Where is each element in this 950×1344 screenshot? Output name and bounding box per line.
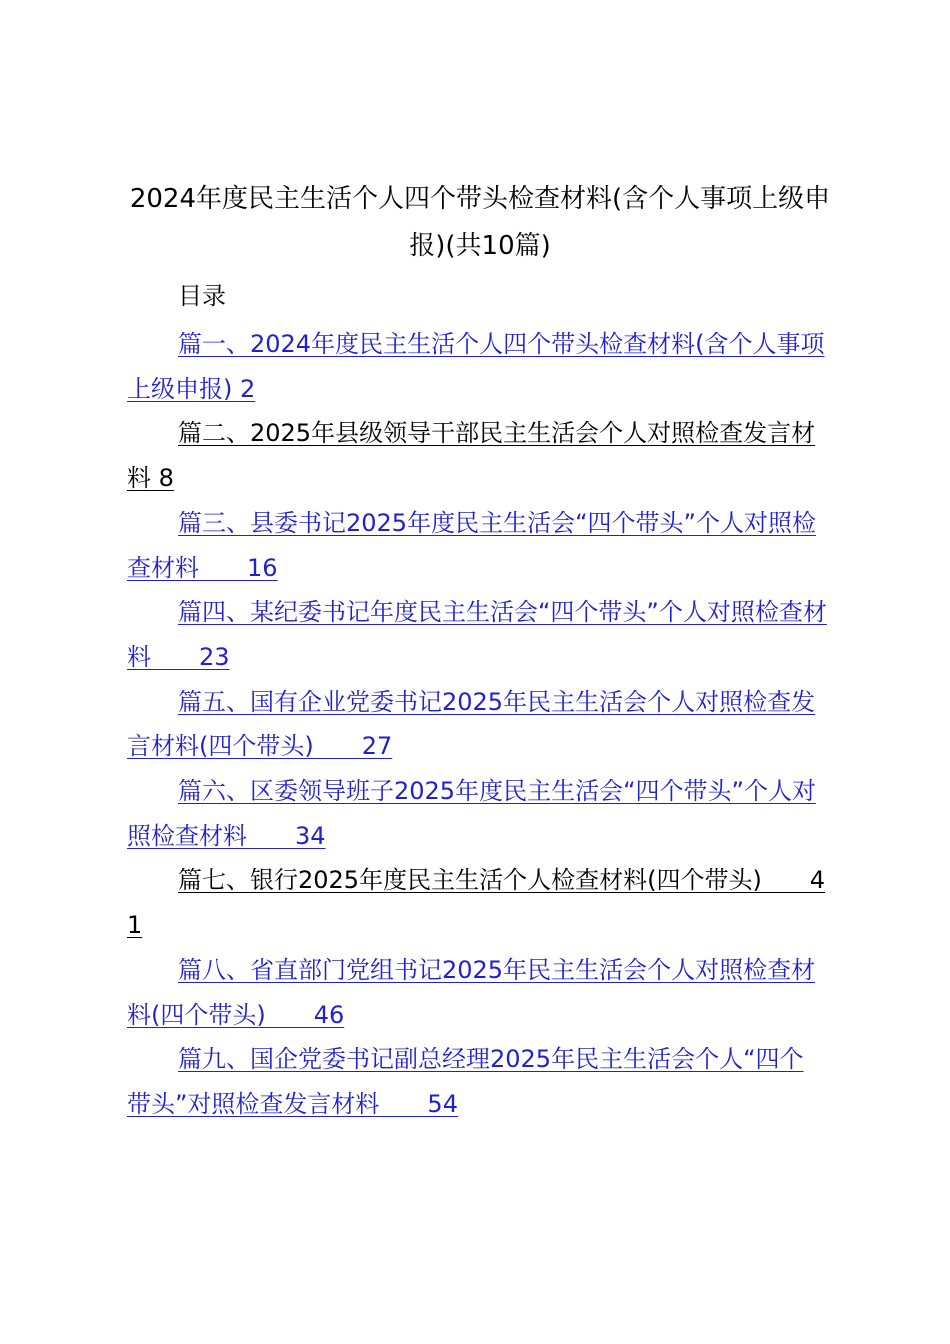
toc-item-3[interactable]: 篇三、县委书记2025年度民主生活会“四个带头”个人对照检查材料 16 [127,508,816,582]
toc-item-1[interactable]: 篇一、2024年度民主生活个人四个带头检查材料(含个人事项上级申报) 2 [127,330,825,403]
toc-item-2[interactable]: 篇二、2025年县级领导干部民主生活会个人对照检查发言材料 8 [127,419,816,493]
toc-item-8[interactable]: 篇八、省直部门党组书记2025年民主生活会个人对照检查材料(四个带头) 46 [127,955,816,1029]
toc-item-7[interactable]: 篇七、银行2025年度民主生活个人检查材料(四个带头) 41 [127,866,826,940]
table-of-contents [127,322,827,1127]
toc-heading: 目录 [178,282,226,310]
toc-item-5[interactable]: 篇五、国有企业党委书记2025年民主生活会个人对照检查发言材料(四个带头) 27 [127,687,816,761]
toc-item-6[interactable]: 篇六、区委领导班子2025年度民主生活会“四个带头”个人对照检查材料 34 [127,777,816,850]
toc-item-4[interactable]: 篇四、某纪委书记年度民主生活会“四个带头”个人对照检查材料 23 [127,598,827,671]
toc-item-9[interactable]: 篇九、国企党委书记副总经理2025年民主生活会个人“四个带头”对照检查发言材料 54 [127,1045,804,1118]
document-title: 2024年度民主生活个人四个带头检查材料(含个人事项上级申报)(共10篇) [129,184,831,261]
